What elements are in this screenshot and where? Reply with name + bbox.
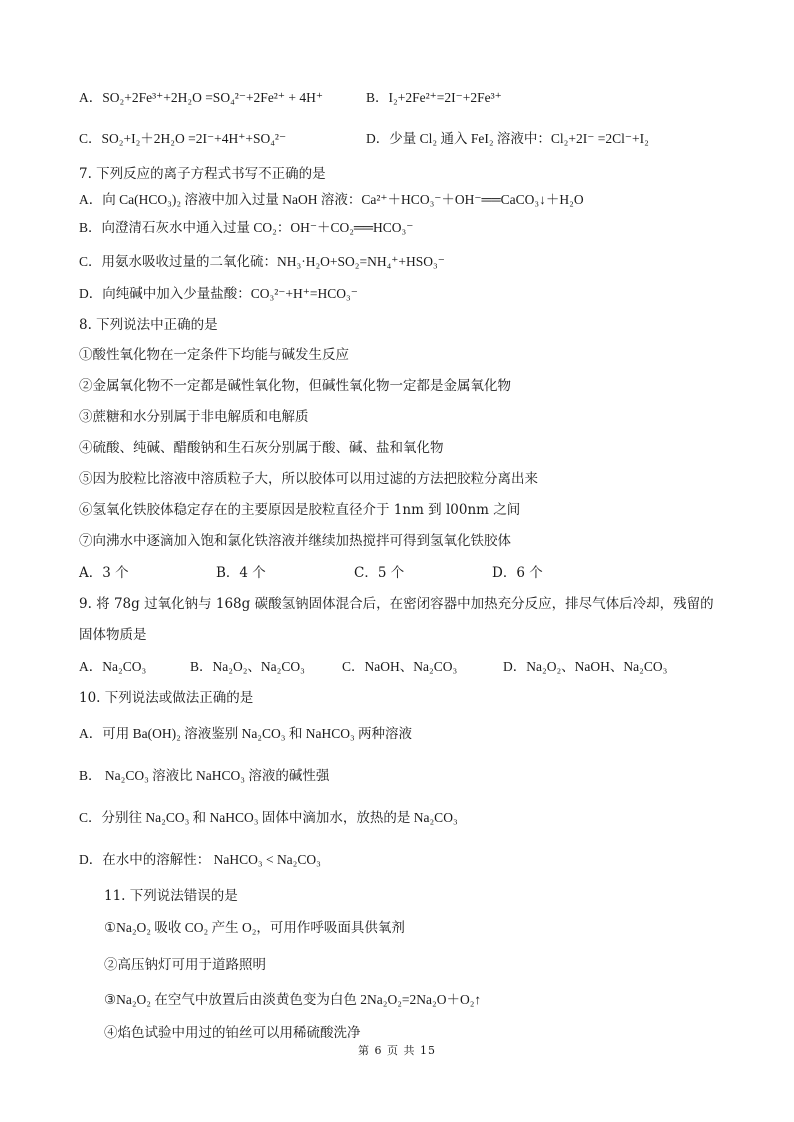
q8-option-a: A．3 个 <box>79 565 129 581</box>
q8-item-7: ⑦向沸水中逐滴加入饱和氯化铁溶液并继续加热搅拌可得到氢氧化铁胶体 <box>79 533 511 549</box>
q11-item-4: ④焰色试验中用过的铂丝可以用稀硫酸洗净 <box>104 1025 361 1041</box>
q9-option-c: C．NaOH、Na₂CO₃ <box>342 659 458 674</box>
q8-item-3: ③蔗糖和水分别属于非电解质和电解质 <box>79 409 309 425</box>
q7-stem: 7. 下列反应的离子方程式书写不正确的是 <box>79 166 326 182</box>
q9-stem-line2: 固体物质是 <box>79 627 147 643</box>
q10-stem: 10. 下列说法或做法正确的是 <box>79 690 254 706</box>
q8-item-2: ②金属氧化物不一定都是碱性氧化物，但碱性氧化物一定都是金属氧化物 <box>79 378 511 394</box>
q8-item-6: ⑥氢氧化铁胶体稳定存在的主要原因是胶粒直径介于 1nm 到 l00nm 之间 <box>79 502 521 518</box>
q8-option-d: D．6 个 <box>492 565 543 581</box>
q9-option-d: D．Na₂O₂、NaOH、Na₂CO₃ <box>503 659 668 674</box>
q7-option-c: C．用氨水吸收过量的二氧化硫：NH₃·H₂O+SO₂=NH₄⁺+HSO₃⁻ <box>79 254 445 269</box>
q9-option-b: B．Na₂O₂、Na₂CO₃ <box>190 659 305 674</box>
q9-stem-line1: 9. 将 78g 过氧化钠与 168g 碳酸氢钠固体混合后，在密闭容器中加热充分反应，排尽气体后冷却，残留的 <box>79 596 714 612</box>
q10-option-b: B． Na₂CO₃ 溶液比 NaHCO₃ 溶液的碱性强 <box>79 768 330 783</box>
q6-option-c: C．SO₂+I₂＋2H₂O =2I⁻+4H⁺+SO₄²⁻ <box>79 131 287 146</box>
q11-stem: 11. 下列说法错误的是 <box>104 888 238 904</box>
q8-item-4: ④硫酸、纯碱、醋酸钠和生石灰分别属于酸、碱、盐和氧化物 <box>79 440 444 456</box>
q8-item-1: ①酸性氧化物在一定条件下均能与碱发生反应 <box>79 347 349 363</box>
q11-item-2: ②高压钠灯可用于道路照明 <box>104 957 266 973</box>
q8-stem: 8. 下列说法中正确的是 <box>79 317 218 333</box>
q6-option-a: A．SO₂+2Fe³⁺+2H₂O =SO₄²⁻+2Fe²⁺ + 4H⁺ <box>79 90 323 105</box>
q9-option-a: A．Na₂CO₃ <box>79 659 147 674</box>
page-number-footer: 第 6 页 共 15 <box>358 1044 436 1057</box>
q10-option-a: A．可用 Ba(OH)₂ 溶液鉴别 Na₂CO₃ 和 NaHCO₃ 两种溶液 <box>79 726 413 741</box>
q7-option-a: A．向 Ca(HCO₃)₂ 溶液中加入过量 NaOH 溶液：Ca²⁺＋HCO₃⁻＋OH⁻══CaCO₃↓＋H₂O <box>79 192 584 207</box>
q7-option-b: B．向澄清石灰水中通入过量 CO₂：OH⁻＋CO₂══HCO₃⁻ <box>79 220 414 235</box>
q8-item-5: ⑤因为胶粒比溶液中溶质粒子大，所以胶体可以用过滤的方法把胶粒分离出来 <box>79 471 538 487</box>
q10-option-c: C．分别往 Na₂CO₃ 和 NaHCO₃ 固体中滴加水，放热的是 Na₂CO₃ <box>79 810 458 825</box>
q10-option-d: D．在水中的溶解性： NaHCO₃ < Na₂CO₃ <box>79 852 321 867</box>
q7-option-d: D．向纯碱中加入少量盐酸：CO₃²⁻+H⁺=HCO₃⁻ <box>79 286 358 301</box>
q6-option-b: B．I₂+2Fe²⁺=2I⁻+2Fe³⁺ <box>366 90 502 105</box>
q8-option-c: C．5 个 <box>354 565 405 581</box>
q11-item-1: ①Na₂O₂ 吸收 CO₂ 产生 O₂，可用作呼吸面具供氧剂 <box>104 920 405 935</box>
q11-item-3: ③Na₂O₂ 在空气中放置后由淡黄色变为白色 2Na₂O₂=2Na₂O＋O₂↑ <box>104 992 482 1007</box>
q6-option-d: D．少量 Cl₂ 通入 FeI₂ 溶液中：Cl₂+2I⁻ =2Cl⁻+I₂ <box>366 131 649 146</box>
q8-option-b: B．4 个 <box>216 565 266 581</box>
